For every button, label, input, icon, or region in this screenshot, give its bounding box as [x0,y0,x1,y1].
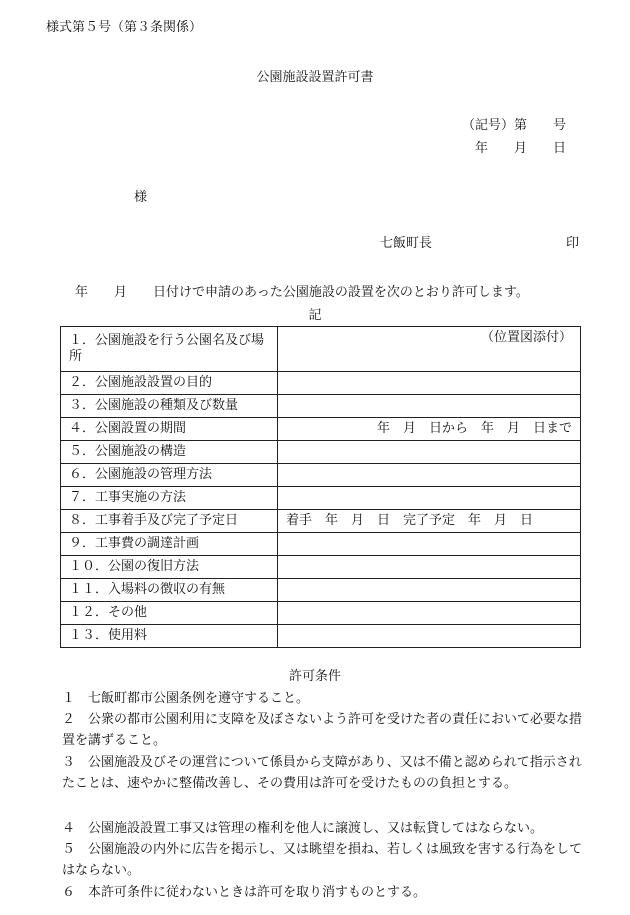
item-label: １１．入場料の徴収の有無 [61,579,278,602]
table-row [61,579,581,602]
item-value [278,533,581,556]
table-row [61,625,581,648]
table-row [61,556,581,579]
condition-text: 公園施設設置工事又は管理の権利を他人に譲渡し、又は転貸してはならない。 [88,821,544,836]
table-row [61,395,581,418]
condition-number: ２ [62,712,76,727]
form-number: 様式第５号（第３条関係） [46,20,203,35]
item-label: １０．公園の復旧方法 [61,556,278,579]
condition-number: ４ [62,821,76,836]
table-row [61,372,581,395]
table-row [61,327,581,372]
condition-number: ３ [62,755,76,770]
item-label: ５．公園施設の構造 [61,441,278,464]
item-label: ７．工事実施の方法 [61,487,278,510]
document-title: 公園施設設置許可書 [256,70,374,85]
condition-item [62,752,592,794]
condition-item [62,688,592,709]
item-value: 年 月 日から 年 月 日まで [278,418,581,441]
table-row [61,533,581,556]
issue-date: 年 月 日 [474,141,566,156]
item-value [278,556,581,579]
condition-item [62,839,592,881]
item-value: 着手 年 月 日 完了予定 年 月 日 [278,510,581,533]
addressee: 様 [134,190,148,205]
item-label: １２．その他 [61,602,278,625]
item-value [278,625,581,648]
table-row [61,418,581,441]
condition-number: １ [62,691,76,706]
condition-text: 公衆の都市公園利用に支障を及ぼさないよう許可を受けた者の責任において必要な措置を講ずること。 [62,712,583,748]
condition-number: ６ [62,885,76,900]
item-label: １３．使用料 [61,625,278,648]
item-label: ２．公園施設設置の目的 [61,372,278,395]
item-value [278,372,581,395]
conditions-title: 許可条件 [288,669,341,684]
condition-item [62,709,592,751]
item-label: ８．工事着手及び完了予定日 [61,510,278,533]
seal-mark: 印 [566,236,580,251]
intro-text: 年 月 日付けで申請のあった公園施設の設置を次のとおり許可します。 [75,285,529,300]
permit-items-table [60,326,581,648]
reference-number: （記号）第 号 [461,118,566,133]
item-value [278,487,581,510]
condition-number: ５ [62,842,76,857]
issuer: 七飯町長 [380,236,433,251]
table-row [61,602,581,625]
table-row [61,510,581,533]
item-label: ３．公園施設の種類及び数量 [61,395,278,418]
condition-text: 公園施設及びその運営について係員から支障があり、又は不備と認められて指示されたことは、速やかに整備改善し、その費用は許可を受けたものの負担とする。 [62,755,582,791]
item-value [278,441,581,464]
item-value [278,395,581,418]
item-label: ９．工事費の調達計画 [61,533,278,556]
item-value: （位置図添付） [278,327,581,372]
ki-heading: 記 [308,308,322,323]
condition-item [62,882,592,903]
table-row [61,464,581,487]
table-row [61,441,581,464]
condition-text: 公園施設の内外に広告を掲示し、又は眺望を損ね、若しくは風致を害する行為をしてはならない。 [62,842,583,878]
item-label: ６．公園施設の管理方法 [61,464,278,487]
item-label: １．公園施設を行う公園名及び場所 [61,327,278,372]
item-value [278,602,581,625]
condition-text: 七飯町都市公園条例を遵守すること。 [88,691,310,706]
item-label: ４．公園設置の期間 [61,418,278,441]
item-value [278,464,581,487]
item-value [278,579,581,602]
table-row [61,487,581,510]
condition-text: 本許可条件に従わないときは許可を取り消すものとする。 [88,885,427,900]
condition-item [62,818,592,839]
